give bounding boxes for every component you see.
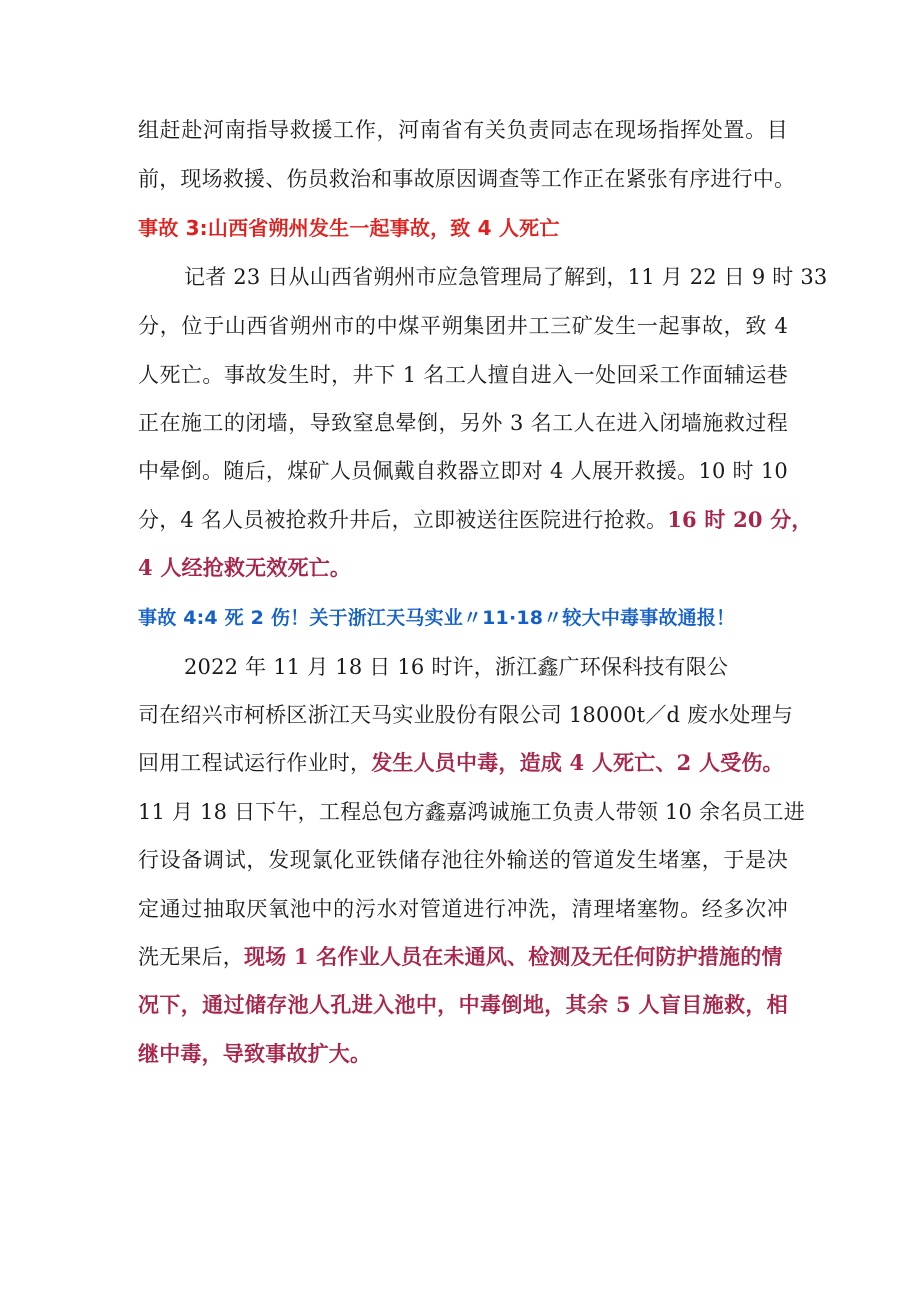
- paragraph-line: 人死亡。事故发生时，井下 1 名工人擅自进入一处回采工作面辅运巷: [138, 363, 788, 387]
- paragraph-line: 正在施工的闭墙，导致窒息晕倒，另外 3 名工人在进入闭墙施救过程: [138, 411, 788, 435]
- section-heading-accident-4: 事故 4:4 死 2 伤！关于浙江天马实业〃11·18〃较大中毒事故通报！: [138, 607, 736, 629]
- plain-text: 分，4 名人员被抢救升井后，立即被送往医院进行抢救。: [138, 508, 668, 532]
- section-heading-accident-3: 事故 3:山西省朔州发生一起事故，致 4 人死亡: [138, 216, 560, 240]
- paragraph-line: 2022 年 11 月 18 日 16 时许，浙江鑫广环保科技有限公: [184, 655, 729, 679]
- plain-text: 洗无果后，: [138, 945, 244, 969]
- paragraph-line: 中晕倒。随后，煤矿人员佩戴自救器立即对 4 人展开救援。10 时 10: [138, 459, 788, 483]
- plain-text: 回用工程试运行作业时，: [138, 751, 372, 775]
- emphasis-text: 16 时 20 分，: [667, 507, 813, 532]
- paragraph-line: 记者 23 日从山西省朔州市应急管理局了解到，11 月 22 日 9 时 33: [184, 265, 828, 289]
- paragraph-line: [138, 505, 813, 535]
- paragraph-line: 组赶赴河南指导救援工作，河南省有关负责同志在现场指挥处置。目: [138, 118, 788, 142]
- emphasis-text: 发生人员中毒，造成 4 人死亡、2 人受伤。: [371, 750, 784, 775]
- emphasis-line: 况下，通过储存池人孔进入池中，中毒倒地，其余 5 人盲目施救，相: [138, 992, 788, 1017]
- emphasis-line: 4 人经抢救无效死亡。: [138, 555, 352, 580]
- paragraph-line: 分，位于山西省朔州市的中煤平朔集团井工三矿发生一起事故，致 4: [138, 314, 788, 338]
- emphasis-text: 现场 1 名作业人员在未通风、检测及无任何防护措施的情: [244, 944, 783, 969]
- paragraph-line: 定通过抽取厌氧池中的污水对管道进行冲洗，清理堵塞物。经多次冲: [138, 897, 788, 921]
- paragraph-line: 行设备调试，发现氯化亚铁储存池往外输送的管道发生堵塞，于是决: [138, 848, 788, 872]
- paragraph-line: [138, 748, 788, 778]
- emphasis-line: 继中毒，导致事故扩大。: [138, 1041, 372, 1066]
- paragraph-line: 11 月 18 日下午，工程总包方鑫嘉鸿诚施工负责人带领 10 余名员工进: [138, 800, 805, 824]
- paragraph-line: [138, 942, 788, 972]
- paragraph-line: 司在绍兴市柯桥区浙江天马实业股份有限公司 18000t／d 废水处理与: [138, 703, 794, 727]
- paragraph-line: 前，现场救援、伤员救治和事故原因调查等工作正在紧张有序进行中。: [138, 167, 796, 191]
